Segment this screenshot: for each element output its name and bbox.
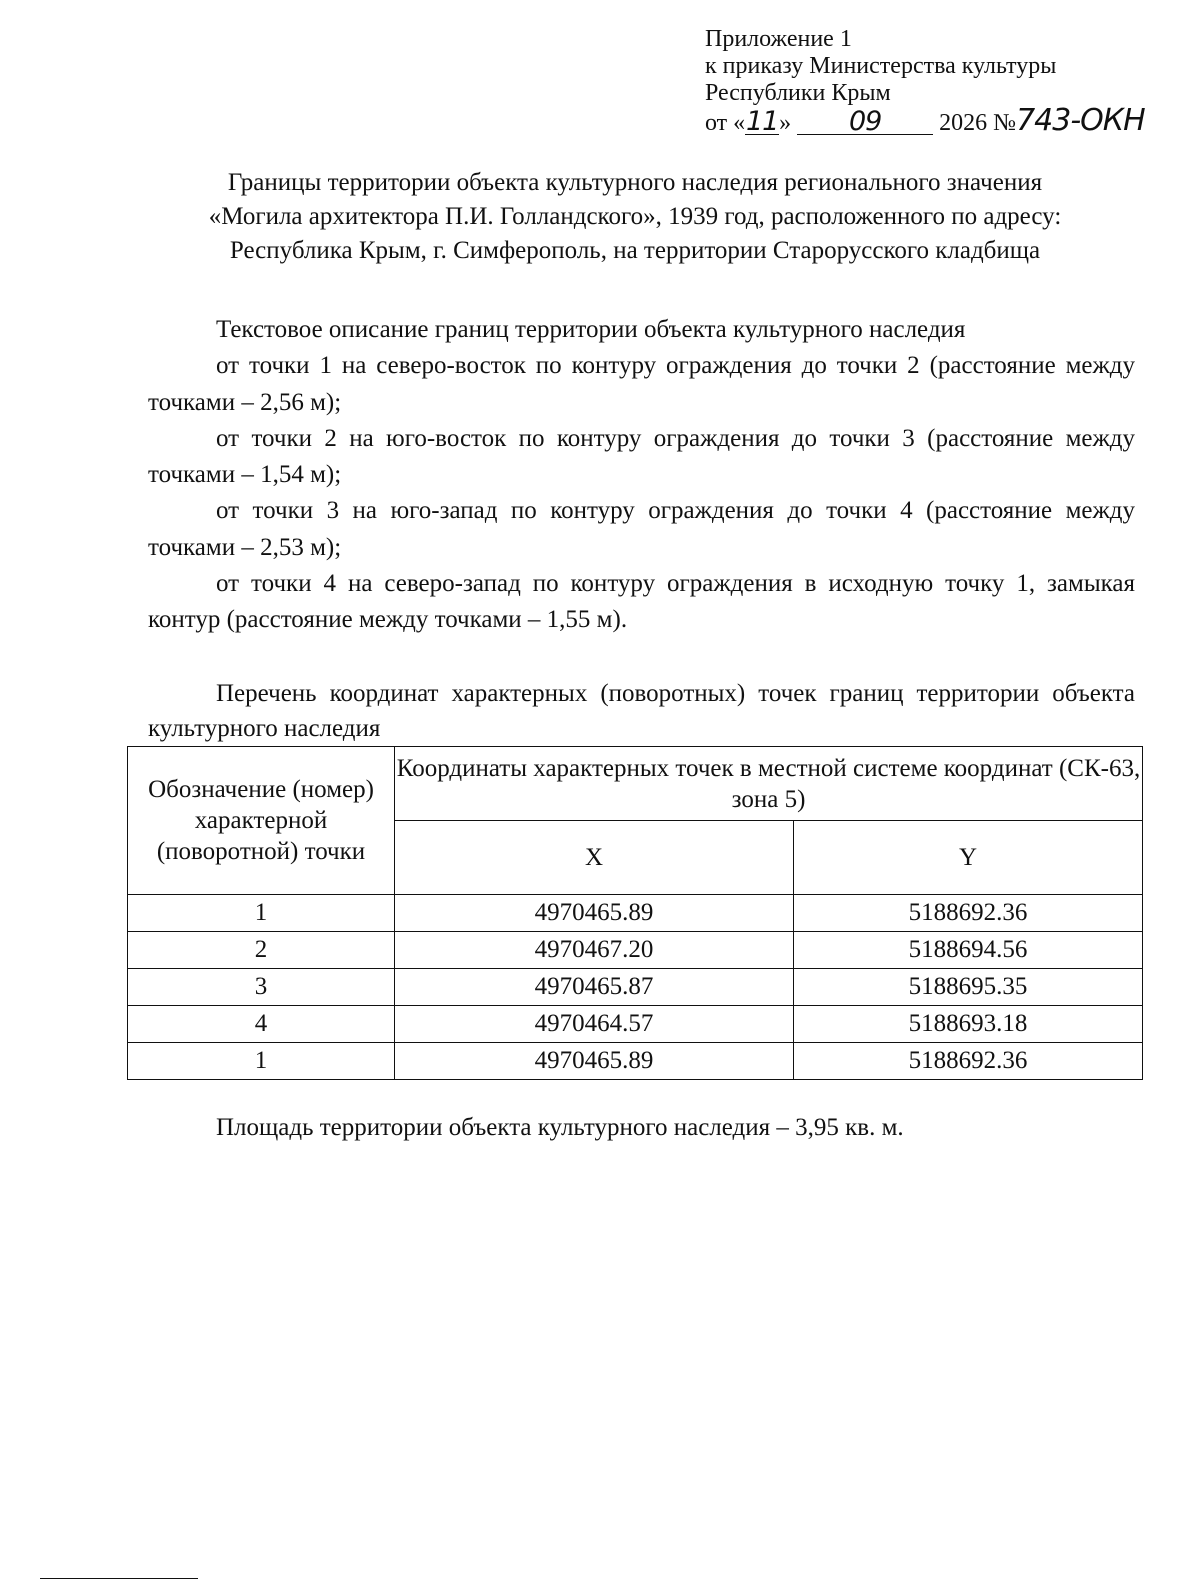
description-paragraph: от точки 3 на юго-запад по контуру ограждения до точки 4 (расстояние между точками – 2,53 м);	[148, 497, 1135, 561]
handwritten-order-number: 743-ОКН	[1016, 103, 1145, 138]
footnote-divider	[40, 1578, 198, 1579]
point-cell: 4	[128, 1006, 395, 1043]
ministry-region: Республики Крым	[705, 80, 891, 106]
x-column-header: X	[395, 821, 794, 895]
description-paragraph: от точки 1 на северо-восток по контуру ограждения до точки 2 (расстояние между точками – 2,56 м);	[148, 352, 1135, 416]
description-paragraph: от точки 4 на северо-запад по контуру ограждения в исходную точку 1, замыкая контур (расстояние между точками – 1,55 м).	[148, 570, 1135, 634]
y-cell: 5188694.56	[794, 932, 1143, 969]
point-cell: 1	[128, 895, 395, 932]
y-column-header: Y	[794, 821, 1143, 895]
coordinates-list-intro: Перечень координат характерных (поворотных) точек границ территории объекта культурного наследия	[148, 680, 1135, 742]
table-row	[128, 932, 1143, 969]
order-date-line	[705, 103, 1165, 138]
table-row	[128, 1043, 1143, 1080]
date-quote-close: »	[779, 110, 792, 136]
x-cell: 4970465.87	[395, 969, 794, 1006]
x-cell: 4970465.89	[395, 1043, 794, 1080]
x-cell: 4970467.20	[395, 932, 794, 969]
point-cell: 1	[128, 1043, 395, 1080]
document-title	[130, 166, 1140, 268]
boundary-description	[148, 312, 1135, 639]
point-column-header: Обозначение (номер) характерной (поворотной) точки	[128, 747, 395, 895]
order-reference: к приказу Министерства культуры	[705, 53, 1057, 79]
appendix-number: Приложение 1	[705, 26, 852, 52]
coordinates-column-header: Координаты характерных точек в местной системе координат (СК-63, зона 5)	[395, 747, 1143, 821]
x-cell: 4970464.57	[395, 1006, 794, 1043]
description-heading: Текстовое описание границ территории объекта культурного наследия	[216, 316, 966, 343]
order-year: 2026 №	[939, 110, 1017, 136]
handwritten-month: 09	[797, 110, 933, 135]
title-line-3: Республика Крым, г. Симферополь, на территории Старорусского кладбища	[229, 237, 1041, 264]
point-cell: 2	[128, 932, 395, 969]
y-cell: 5188695.35	[794, 969, 1143, 1006]
territory-area: Площадь территории объекта культурного наследия – 3,95 кв. м.	[216, 1114, 904, 1141]
description-paragraph: от точки 2 на юго-восток по контуру ограждения до точки 3 (расстояние между точками – 1,54 м);	[148, 424, 1135, 489]
table-row	[128, 1006, 1143, 1043]
y-cell: 5188692.36	[794, 1043, 1143, 1080]
table-row	[128, 969, 1143, 1006]
y-cell: 5188692.36	[794, 895, 1143, 932]
coordinates-table	[127, 746, 1143, 1080]
title-line-1: Границы территории объекта культурного наследия регионального значения	[227, 169, 1043, 196]
x-cell: 4970465.89	[395, 895, 794, 932]
appendix-header	[705, 26, 1165, 137]
table-row	[128, 895, 1143, 932]
point-cell: 3	[128, 969, 395, 1006]
y-cell: 5188693.18	[794, 1006, 1143, 1043]
handwritten-day: 11	[745, 106, 779, 137]
title-line-2: «Могила архитектора П.И. Голландского», 1939 год, расположенного по адресу:	[208, 203, 1062, 230]
date-prefix: от «	[705, 110, 746, 136]
